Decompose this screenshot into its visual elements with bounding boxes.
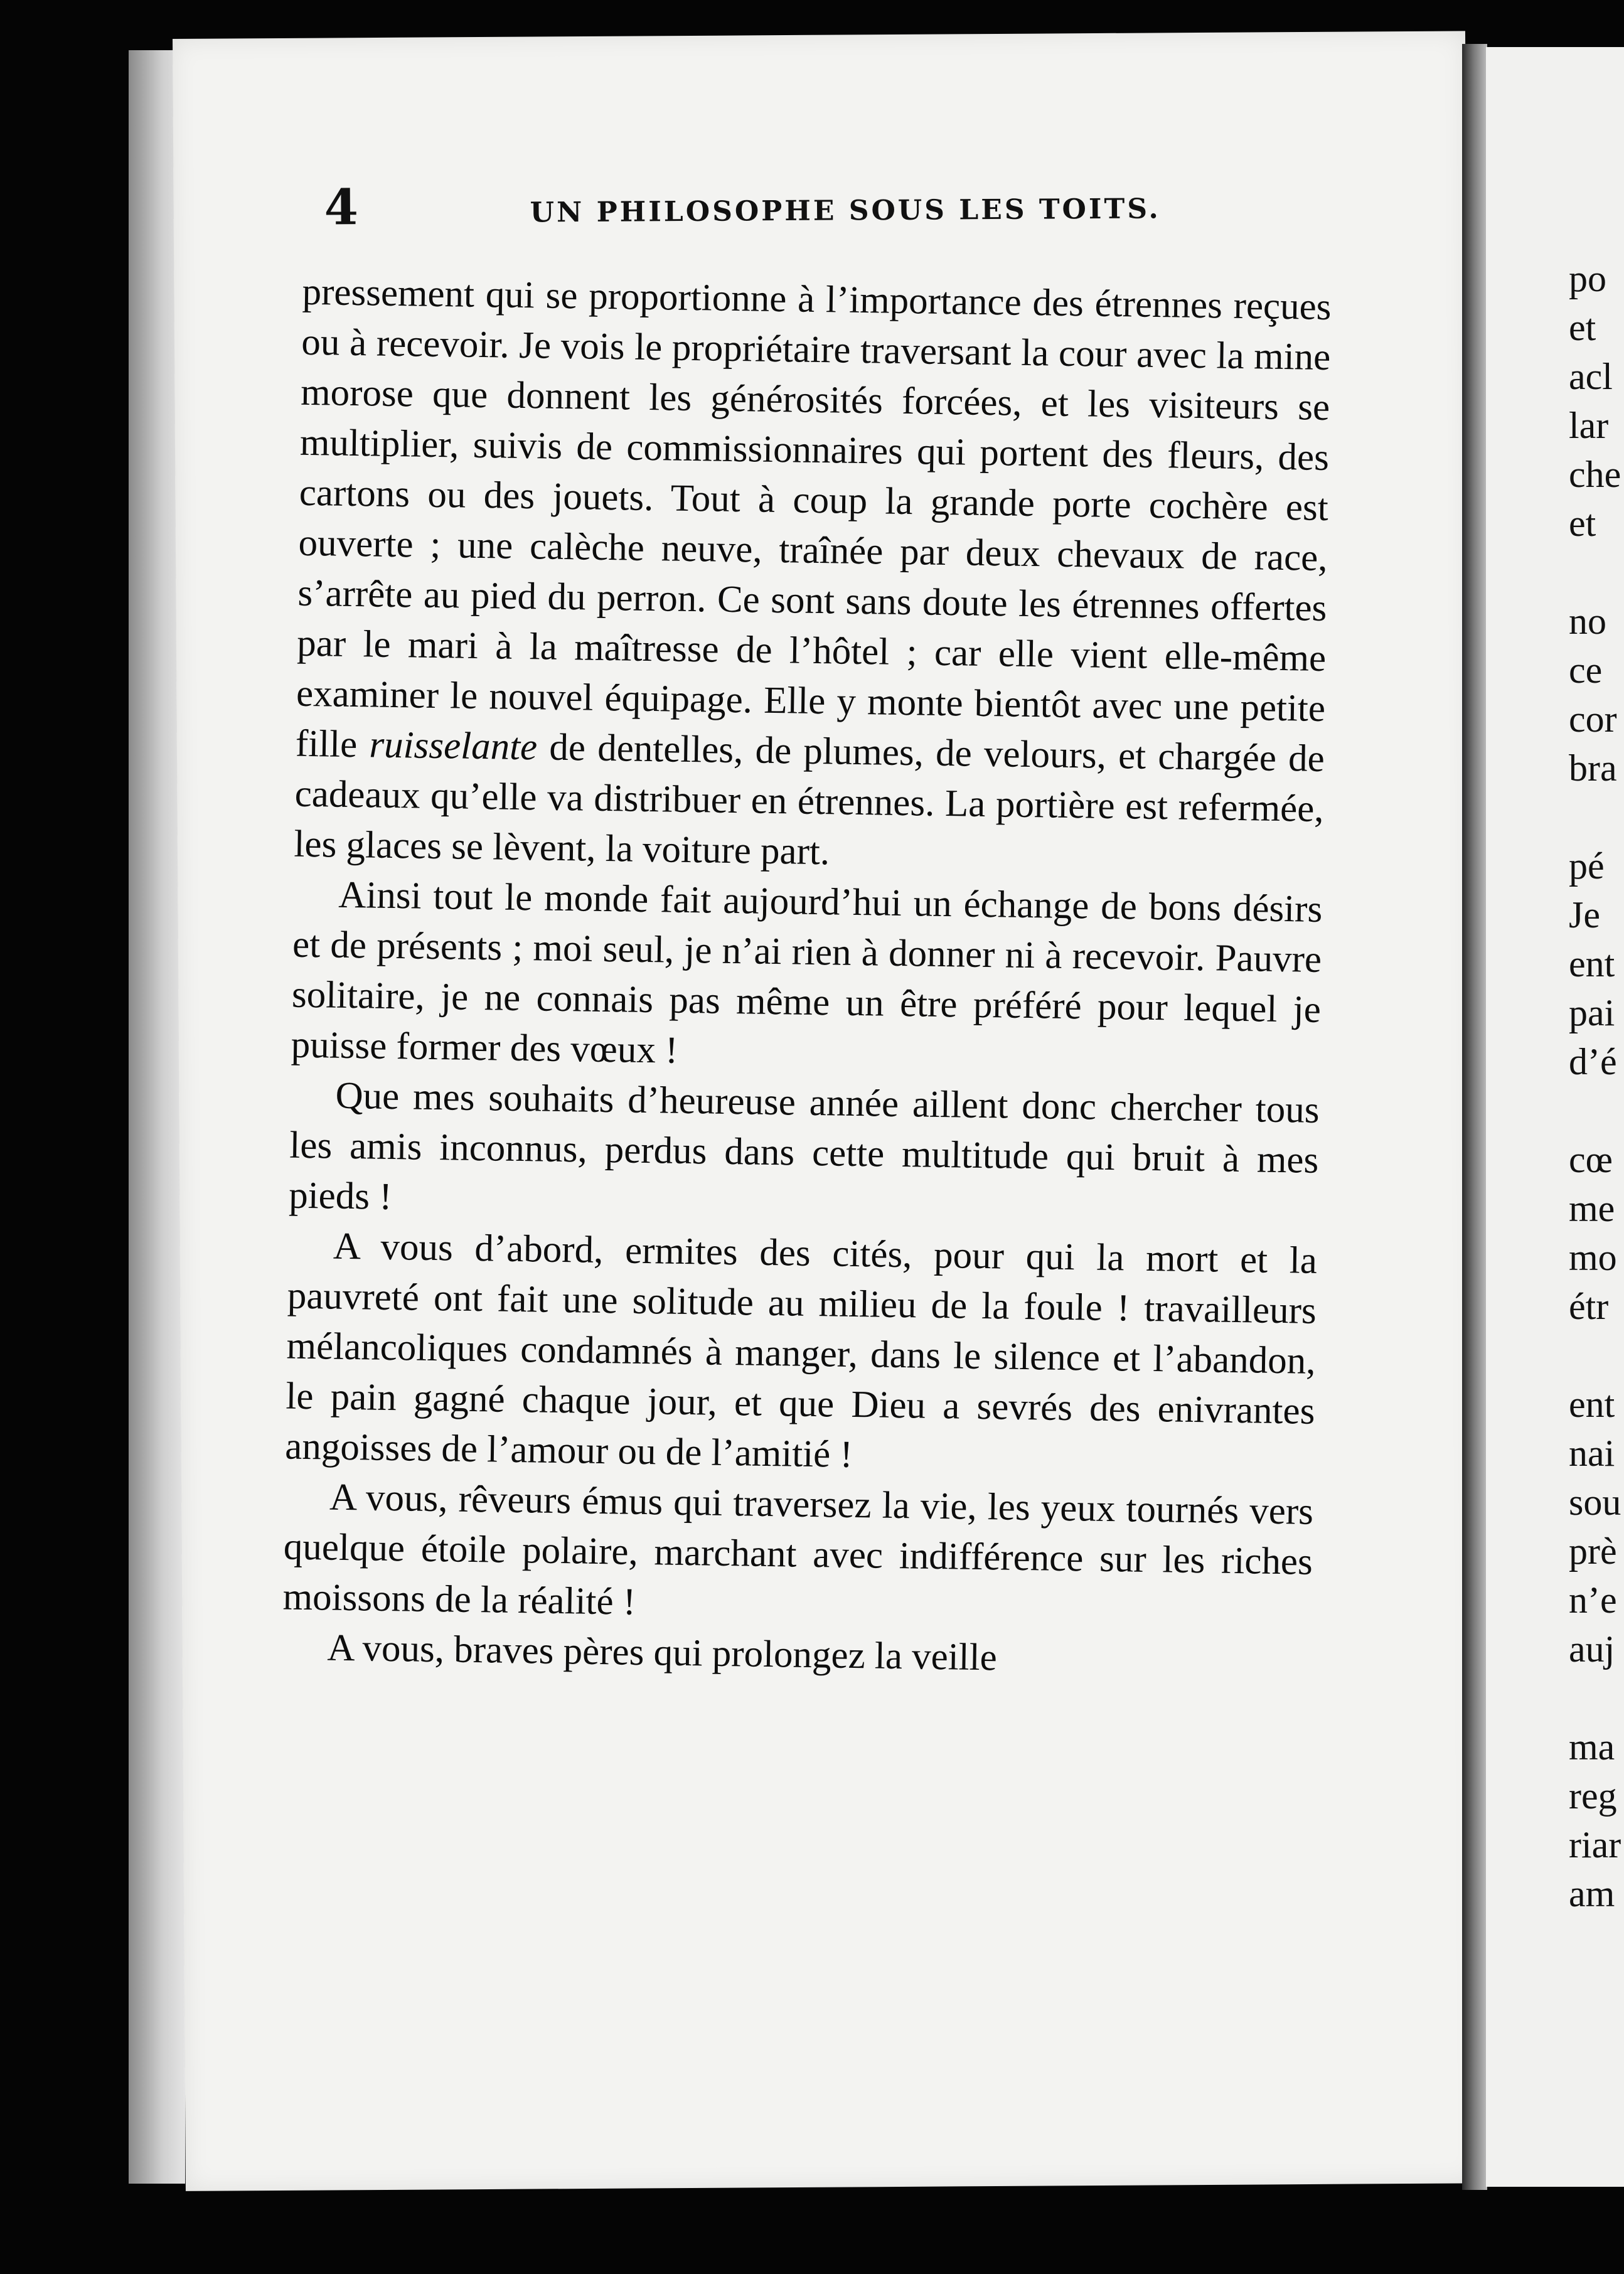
facing-page-line <box>1569 1086 1624 1135</box>
facing-page-line: che <box>1569 454 1621 495</box>
facing-page-line <box>1569 548 1624 597</box>
facing-page-line: bra <box>1569 747 1617 789</box>
facing-page-line <box>1569 1673 1624 1722</box>
facing-page-line: pé <box>1569 845 1605 887</box>
facing-page-line: ent <box>1569 1384 1615 1425</box>
paragraph-4: A vous d’abord, ermites des cités, pour qui la mort et la pauvreté ont fait une solitude au milieu de la foule ! travailleurs mélancoliques condamnés à manger, dans le silence et l’abandon, le pain gagné chaque jour, et que Dieu a sevrés des enivrantes angoisses de l’amour ou de l’amitié ! <box>284 1225 1318 1476</box>
facing-page-line: nai <box>1569 1433 1615 1474</box>
facing-page-line: am <box>1569 1873 1615 1914</box>
facing-page-line: ent <box>1569 943 1615 985</box>
facing-page-line: reg <box>1569 1775 1617 1817</box>
facing-page-line: mo <box>1569 1237 1617 1278</box>
facing-page-line: et <box>1569 307 1596 348</box>
facing-page-line: no <box>1569 601 1606 642</box>
facing-page-line: cœ <box>1569 1139 1613 1180</box>
page-number: 4 <box>324 179 359 237</box>
emphasized-word: ruisselante <box>368 723 538 769</box>
paragraph-5: A vous, rêveurs émus qui traversez la vie, les yeux tournés vers quelque étoile polaire, marchant avec indifférence sur les riches moissons de la réalité ! <box>282 1476 1314 1623</box>
facing-page-line: po <box>1569 258 1606 299</box>
book-page <box>173 31 1478 2191</box>
facing-page-line: pai <box>1569 992 1615 1033</box>
facing-page-line: n’e <box>1569 1579 1617 1621</box>
facing-page-line: lar <box>1569 405 1609 446</box>
facing-page-line: auj <box>1569 1628 1615 1670</box>
facing-page-line: et <box>1569 503 1596 544</box>
paragraph-3: Que mes souhaits d’heureuse année aillent donc chercher tous les amis inconnus, perdus dans cette multitude qui bruit à mes pieds ! <box>288 1074 1320 1219</box>
facing-page-line: prè <box>1569 1530 1617 1572</box>
facing-page-line: me <box>1569 1188 1615 1229</box>
facing-page-line: riar <box>1569 1824 1621 1866</box>
facing-page-line <box>1569 1331 1624 1380</box>
facing-page-line <box>1569 793 1624 841</box>
page-header <box>324 173 1354 248</box>
facing-page-line: sou <box>1569 1481 1621 1523</box>
facing-page-line: étr <box>1569 1286 1609 1327</box>
book-gutter <box>1462 44 1487 2190</box>
paragraph-2: Ainsi tout le monde fait aujourd’hui un échange de bons désirs et de présents ; moi seul, je n’ai rien à donner ni à recevoir. Pauvre solitaire, je ne connais pas même un être préféré pour lequel je puisse former des vœux ! <box>291 873 1323 1072</box>
page-body-text <box>282 267 1332 1688</box>
facing-page-line: Je <box>1569 894 1600 936</box>
paragraph-6: A vous, braves pères qui prolongez la veille <box>327 1626 998 1679</box>
paragraph-1: pressement qui se proportionne à l’importance des étrennes reçues ou à recevoir. Je vois le propriétaire traversant la cour avec la mine morose que donnent les générosités forcées, et les visiteurs se multiplier, suivis de commissionnaires qui portent des fleurs, des cartons ou des jouets. Tout à coup la grande porte cochère est ouverte ; une calèche neuve, traînée par deux chevaux de race, s’arrête au pied du perron. Ce sont sans doute les étrennes offertes par le mari à la maîtresse de l’hôtel ; car elle vient elle-même examiner le nouvel équipage. Elle y monte bientôt avec une petite fille ruisselante de dentelles, de plumes, de velours, et chargée de cadeaux qu’elle va distribuer en étrennes. La portière est refermée, les glaces se lèvent, la voiture part. <box>294 270 1332 873</box>
facing-page-line: acl <box>1569 356 1613 397</box>
facing-page-line: cor <box>1569 698 1617 740</box>
facing-page-line: d’é <box>1569 1041 1617 1082</box>
facing-page-line: ce <box>1569 649 1603 691</box>
facing-page-line: ma <box>1569 1726 1615 1768</box>
facing-page-text-fragments <box>1569 254 1624 1918</box>
running-title: UN PHILOSOPHE SOUS LES TOITS. <box>530 193 1161 229</box>
